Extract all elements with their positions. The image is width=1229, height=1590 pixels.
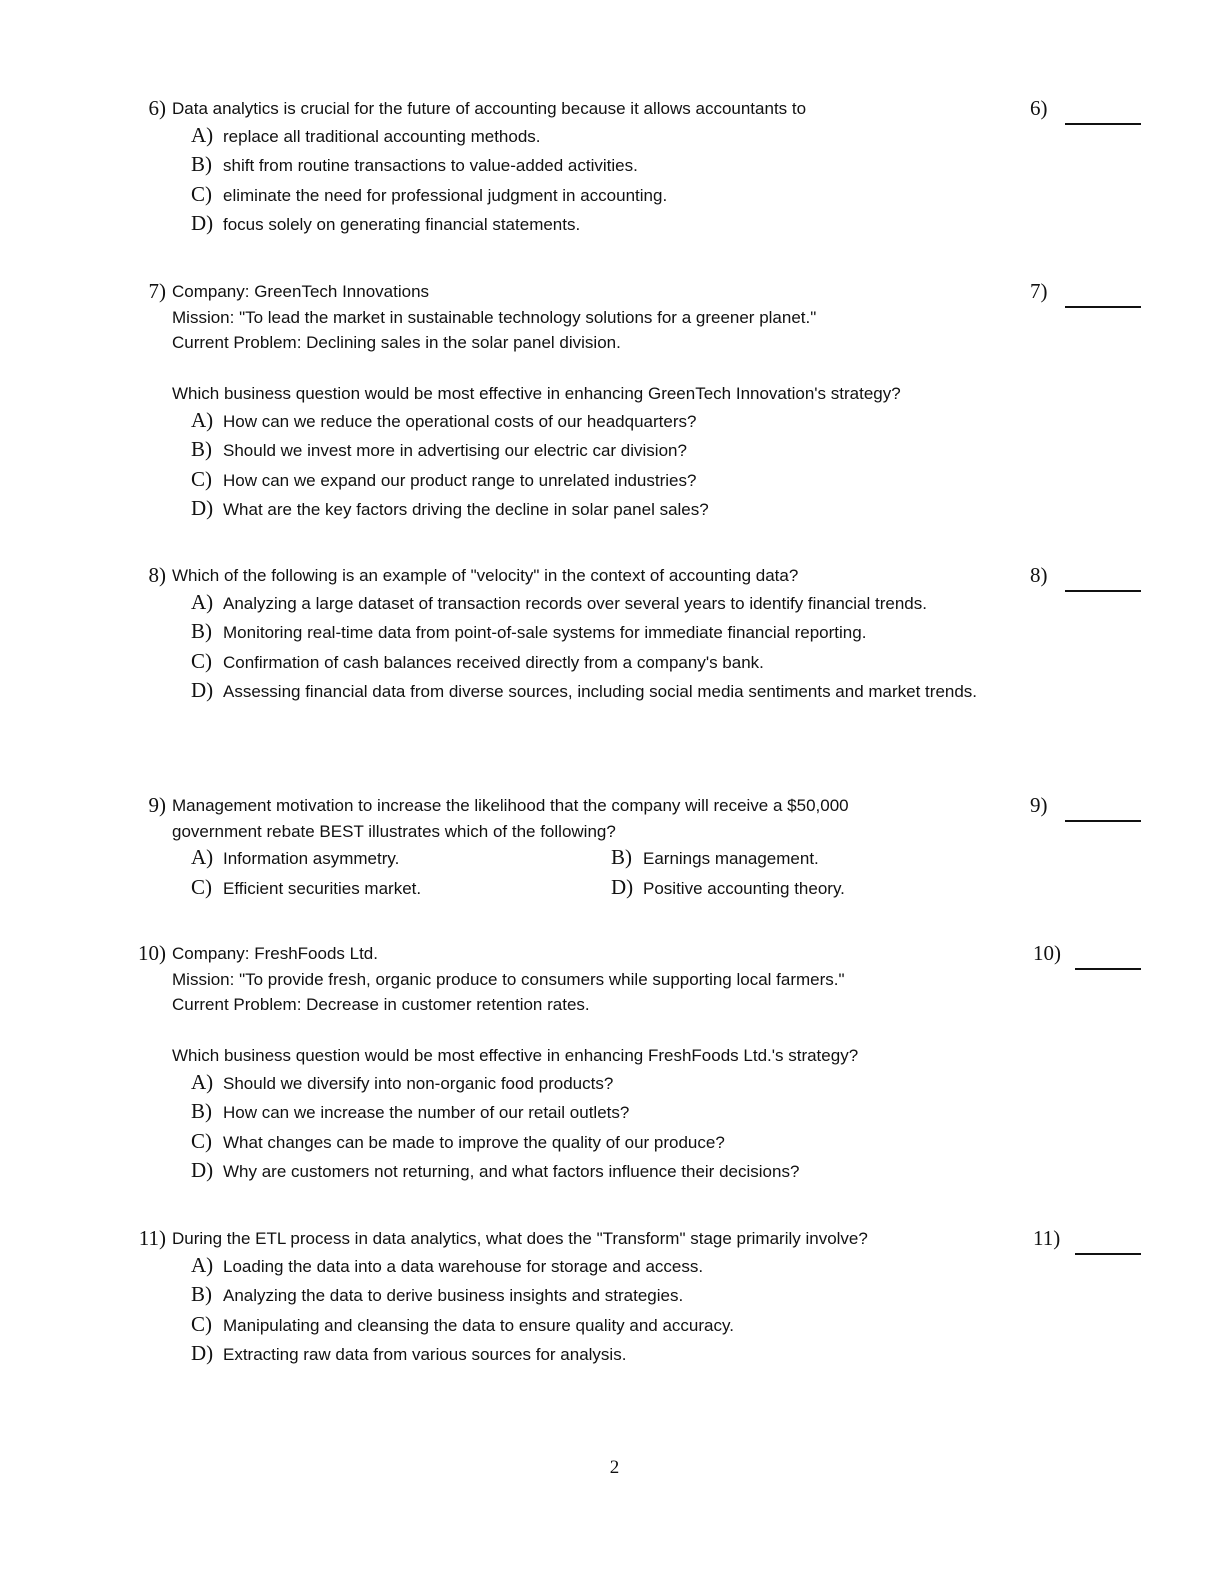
- option-c[interactable]: [172, 876, 592, 902]
- option-letter: B): [191, 437, 212, 461]
- option-letter: C): [191, 874, 212, 899]
- option-letter: A): [191, 122, 214, 147]
- stem-line: [172, 356, 1012, 381]
- stem-line: Mission: "To provide fresh, organic produce to consumers while supporting local farmers.": [172, 969, 845, 989]
- option-b[interactable]: [172, 1283, 1012, 1309]
- answer-blank[interactable]: [1075, 1253, 1141, 1255]
- option-letter: C): [191, 648, 212, 673]
- option-text: Should we invest more in advertising our electric car division?: [223, 441, 687, 460]
- option-d[interactable]: [172, 1159, 1012, 1185]
- option-b[interactable]: [172, 1100, 1012, 1126]
- option-text: Analyzing the data to derive business insights and strategies.: [223, 1286, 684, 1305]
- option-text: Efficient securities market.: [223, 878, 422, 898]
- option-a[interactable]: [172, 124, 1012, 150]
- option-letter: A): [191, 407, 214, 432]
- answer-label: 7): [1030, 279, 1048, 303]
- option-text: Assessing financial data from diverse sources, including social media sentiments and market trends.: [223, 682, 978, 701]
- option-letter: B): [191, 1282, 212, 1306]
- option-text: Information asymmetry.: [223, 849, 400, 868]
- option-letter: A): [191, 845, 214, 869]
- option-d[interactable]: [172, 497, 1012, 523]
- option-text: Why are customers not returning, and what factors influence their decisions?: [223, 1162, 800, 1181]
- option-text: Earnings management.: [643, 849, 819, 868]
- option-text: Should we diversify into non-organic food products?: [223, 1073, 614, 1093]
- answer-label: 11): [1033, 1226, 1061, 1250]
- option-letter: D): [191, 211, 214, 235]
- answer-options: [172, 1254, 1012, 1372]
- option-letter: C): [191, 466, 212, 491]
- answer-blank[interactable]: [1065, 123, 1141, 125]
- option-letter: C): [191, 1128, 212, 1153]
- option-letter: B): [191, 1099, 212, 1123]
- question-stem: [172, 96, 1012, 122]
- question-stem: [172, 793, 1012, 844]
- question-number: 7): [148, 279, 166, 303]
- option-text: focus solely on generating financial statements.: [223, 215, 581, 234]
- stem-line: Company: FreshFoods Ltd.: [172, 944, 378, 963]
- option-a[interactable]: [172, 1254, 1012, 1280]
- option-letter: A): [191, 589, 214, 614]
- option-text: Monitoring real-time data from point-of-sale systems for immediate financial reporting.: [223, 623, 867, 642]
- option-letter: C): [191, 1311, 212, 1336]
- stem-line: Mission: "To lead the market in sustainable technology solutions for a greener planet.": [172, 307, 817, 327]
- answer-options: [172, 124, 1012, 242]
- option-d[interactable]: [172, 679, 1012, 705]
- option-d[interactable]: [172, 212, 1012, 238]
- option-b[interactable]: [592, 846, 1012, 872]
- question-number: 10): [138, 941, 166, 965]
- stem-line: Company: GreenTech Innovations: [172, 282, 430, 301]
- option-text: Analyzing a large dataset of transaction records over several years to identify financial trends.: [223, 593, 927, 613]
- question-number: 6): [148, 96, 166, 120]
- option-text: How can we expand our product range to unrelated industries?: [223, 470, 697, 490]
- answer-options: [172, 1071, 1012, 1189]
- page-number: 2: [609, 1457, 620, 1478]
- option-text: What changes can be made to improve the quality of our produce?: [223, 1132, 725, 1152]
- option-text: Positive accounting theory.: [643, 878, 845, 898]
- option-letter: D): [191, 1158, 214, 1182]
- option-row: [172, 846, 1012, 876]
- answer-blank[interactable]: [1065, 590, 1141, 592]
- answer-label: 8): [1030, 563, 1048, 587]
- stem-line: During the ETL process in data analytics, what does the "Transform" stage primarily involve?: [172, 1229, 868, 1248]
- answer-label: 6): [1030, 96, 1048, 120]
- answer-blank[interactable]: [1075, 968, 1141, 970]
- question-stem: [172, 1226, 1012, 1252]
- option-b[interactable]: [172, 153, 1012, 179]
- answer-options: [172, 409, 1012, 527]
- stem-line: Current Problem: Decrease in customer retention rates.: [172, 995, 590, 1014]
- option-c[interactable]: [172, 468, 1012, 494]
- option-a[interactable]: [172, 1071, 1012, 1097]
- answer-label: 9): [1030, 793, 1048, 817]
- option-letter: D): [191, 1341, 214, 1365]
- option-text: replace all traditional accounting methods.: [223, 126, 541, 146]
- option-letter: A): [191, 1069, 214, 1094]
- answer-options: [172, 846, 1012, 905]
- stem-line: Data analytics is crucial for the future of accounting because it allows accountants to: [172, 99, 807, 118]
- question-number: 8): [148, 563, 166, 587]
- option-a[interactable]: [172, 591, 1012, 617]
- stem-line: Which of the following is an example of "velocity" in the context of accounting data?: [172, 566, 799, 585]
- stem-line: [172, 1018, 1012, 1043]
- answer-label: 10): [1033, 941, 1061, 965]
- option-c[interactable]: [172, 650, 1012, 676]
- option-c[interactable]: [172, 183, 1012, 209]
- option-text: How can we reduce the operational costs of our headquarters?: [223, 411, 697, 431]
- option-letter: A): [191, 1252, 214, 1277]
- answer-options: [172, 591, 1012, 709]
- stem-line: Which business question would be most effective in enhancing FreshFoods Ltd.'s strategy?: [172, 1045, 859, 1065]
- option-c[interactable]: [172, 1130, 1012, 1156]
- option-a[interactable]: [172, 846, 592, 872]
- option-text: Extracting raw data from various sources for analysis.: [223, 1345, 627, 1364]
- option-b[interactable]: [172, 438, 1012, 464]
- option-text: eliminate the need for professional judgment in accounting.: [223, 185, 668, 205]
- answer-blank[interactable]: [1065, 306, 1141, 308]
- question-number: 11): [138, 1226, 166, 1250]
- question-number: 9): [148, 793, 166, 817]
- option-text: Confirmation of cash balances received directly from a company's bank.: [223, 652, 764, 672]
- stem-line: Current Problem: Declining sales in the solar panel division.: [172, 333, 621, 352]
- option-d[interactable]: [172, 1342, 1012, 1368]
- option-text: shift from routine transactions to value-added activities.: [223, 156, 638, 175]
- question-stem: [172, 279, 1012, 406]
- option-letter: C): [191, 181, 212, 206]
- option-letter: B): [191, 619, 212, 643]
- option-row: [172, 876, 1012, 906]
- option-text: Loading the data into a data warehouse for storage and access.: [223, 1256, 704, 1276]
- option-letter: D): [191, 496, 214, 520]
- option-d[interactable]: [592, 876, 1012, 902]
- option-letter: B): [611, 845, 632, 869]
- option-c[interactable]: [172, 1313, 1012, 1339]
- option-text: Manipulating and cleansing the data to ensure quality and accuracy.: [223, 1315, 734, 1335]
- stem-line: government rebate BEST illustrates which of the following?: [172, 821, 616, 841]
- question-stem: [172, 563, 1012, 589]
- option-text: How can we increase the number of our retail outlets?: [223, 1103, 630, 1122]
- option-letter: B): [191, 152, 212, 176]
- option-letter: D): [611, 874, 634, 899]
- option-a[interactable]: [172, 409, 1012, 435]
- stem-line: Management motivation to increase the likelihood that the company will receive a $50,000: [172, 796, 849, 815]
- answer-blank[interactable]: [1065, 820, 1141, 822]
- option-text: What are the key factors driving the decline in solar panel sales?: [223, 500, 709, 519]
- stem-line: Which business question would be most effective in enhancing GreenTech Innovation's strategy?: [172, 383, 901, 403]
- question-stem: [172, 941, 1012, 1068]
- option-letter: D): [191, 678, 214, 702]
- option-b[interactable]: [172, 620, 1012, 646]
